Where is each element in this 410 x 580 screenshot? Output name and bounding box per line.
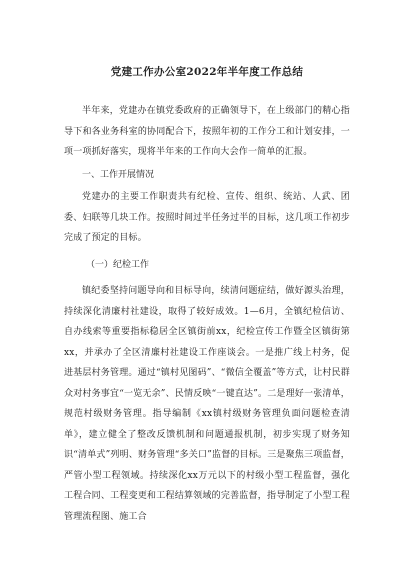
subsection-heading: （一）纪检工作 <box>86 259 150 270</box>
document-title: 党建工作办公室2022年半年度工作总结 <box>110 66 304 78</box>
section-paragraph: 党建办的主要工作职责共有纪检、宣传、组织、统站、人武、团委、妇联等几块工作。按照时间过半任务过半的目标，这几项工作初步完成了预定的目标。 <box>64 192 350 243</box>
subsection-paragraph: 镇纪委坚持问题导向和目标导向，续清问题症结，做好源头治理，持续深化清廉村社建设，取得了较好成效。1—6月，全镇纪检信访、自办线索等重要指标稳居全区镇街前xx，纪检宣传工作暨全区镇街第xx，并承办了全区清廉村社建设工作座谈会。一是推广线上村务，促进基层村务管理。通过“镇村见图码”、“微信全覆盖”等方式，让村民群众对村务事宜“一览无余”、民情反映“一键直达”。二是理好一张清单，规范村级财务管理。指导编制《xx镇村级财务管理负面问题检查清单》，建立健全了整改反馈机制和问题通报机制，初步实现了财务知识“清单式”列明、财务管理“多关口”监督的目标。三是聚焦三项监督，严管小型工程领域。持续深化xx万元以下的村级小型工程监督，强化工程合同、工程变更和工程结算领域的完善监督，指导制定了小型工程管理流程图、施工合 <box>64 286 351 522</box>
section-heading: 一、工作开展情况 <box>82 169 155 180</box>
intro-paragraph: 半年来，党建办在镇党委政府的正确领导下，在上级部门的精心指导下和各业务科室的协同配合下，按照年初的工作分工和计划安排，一项一项抓好落实，现将半年来的工作向大会作一简单的汇报。 <box>64 106 350 157</box>
